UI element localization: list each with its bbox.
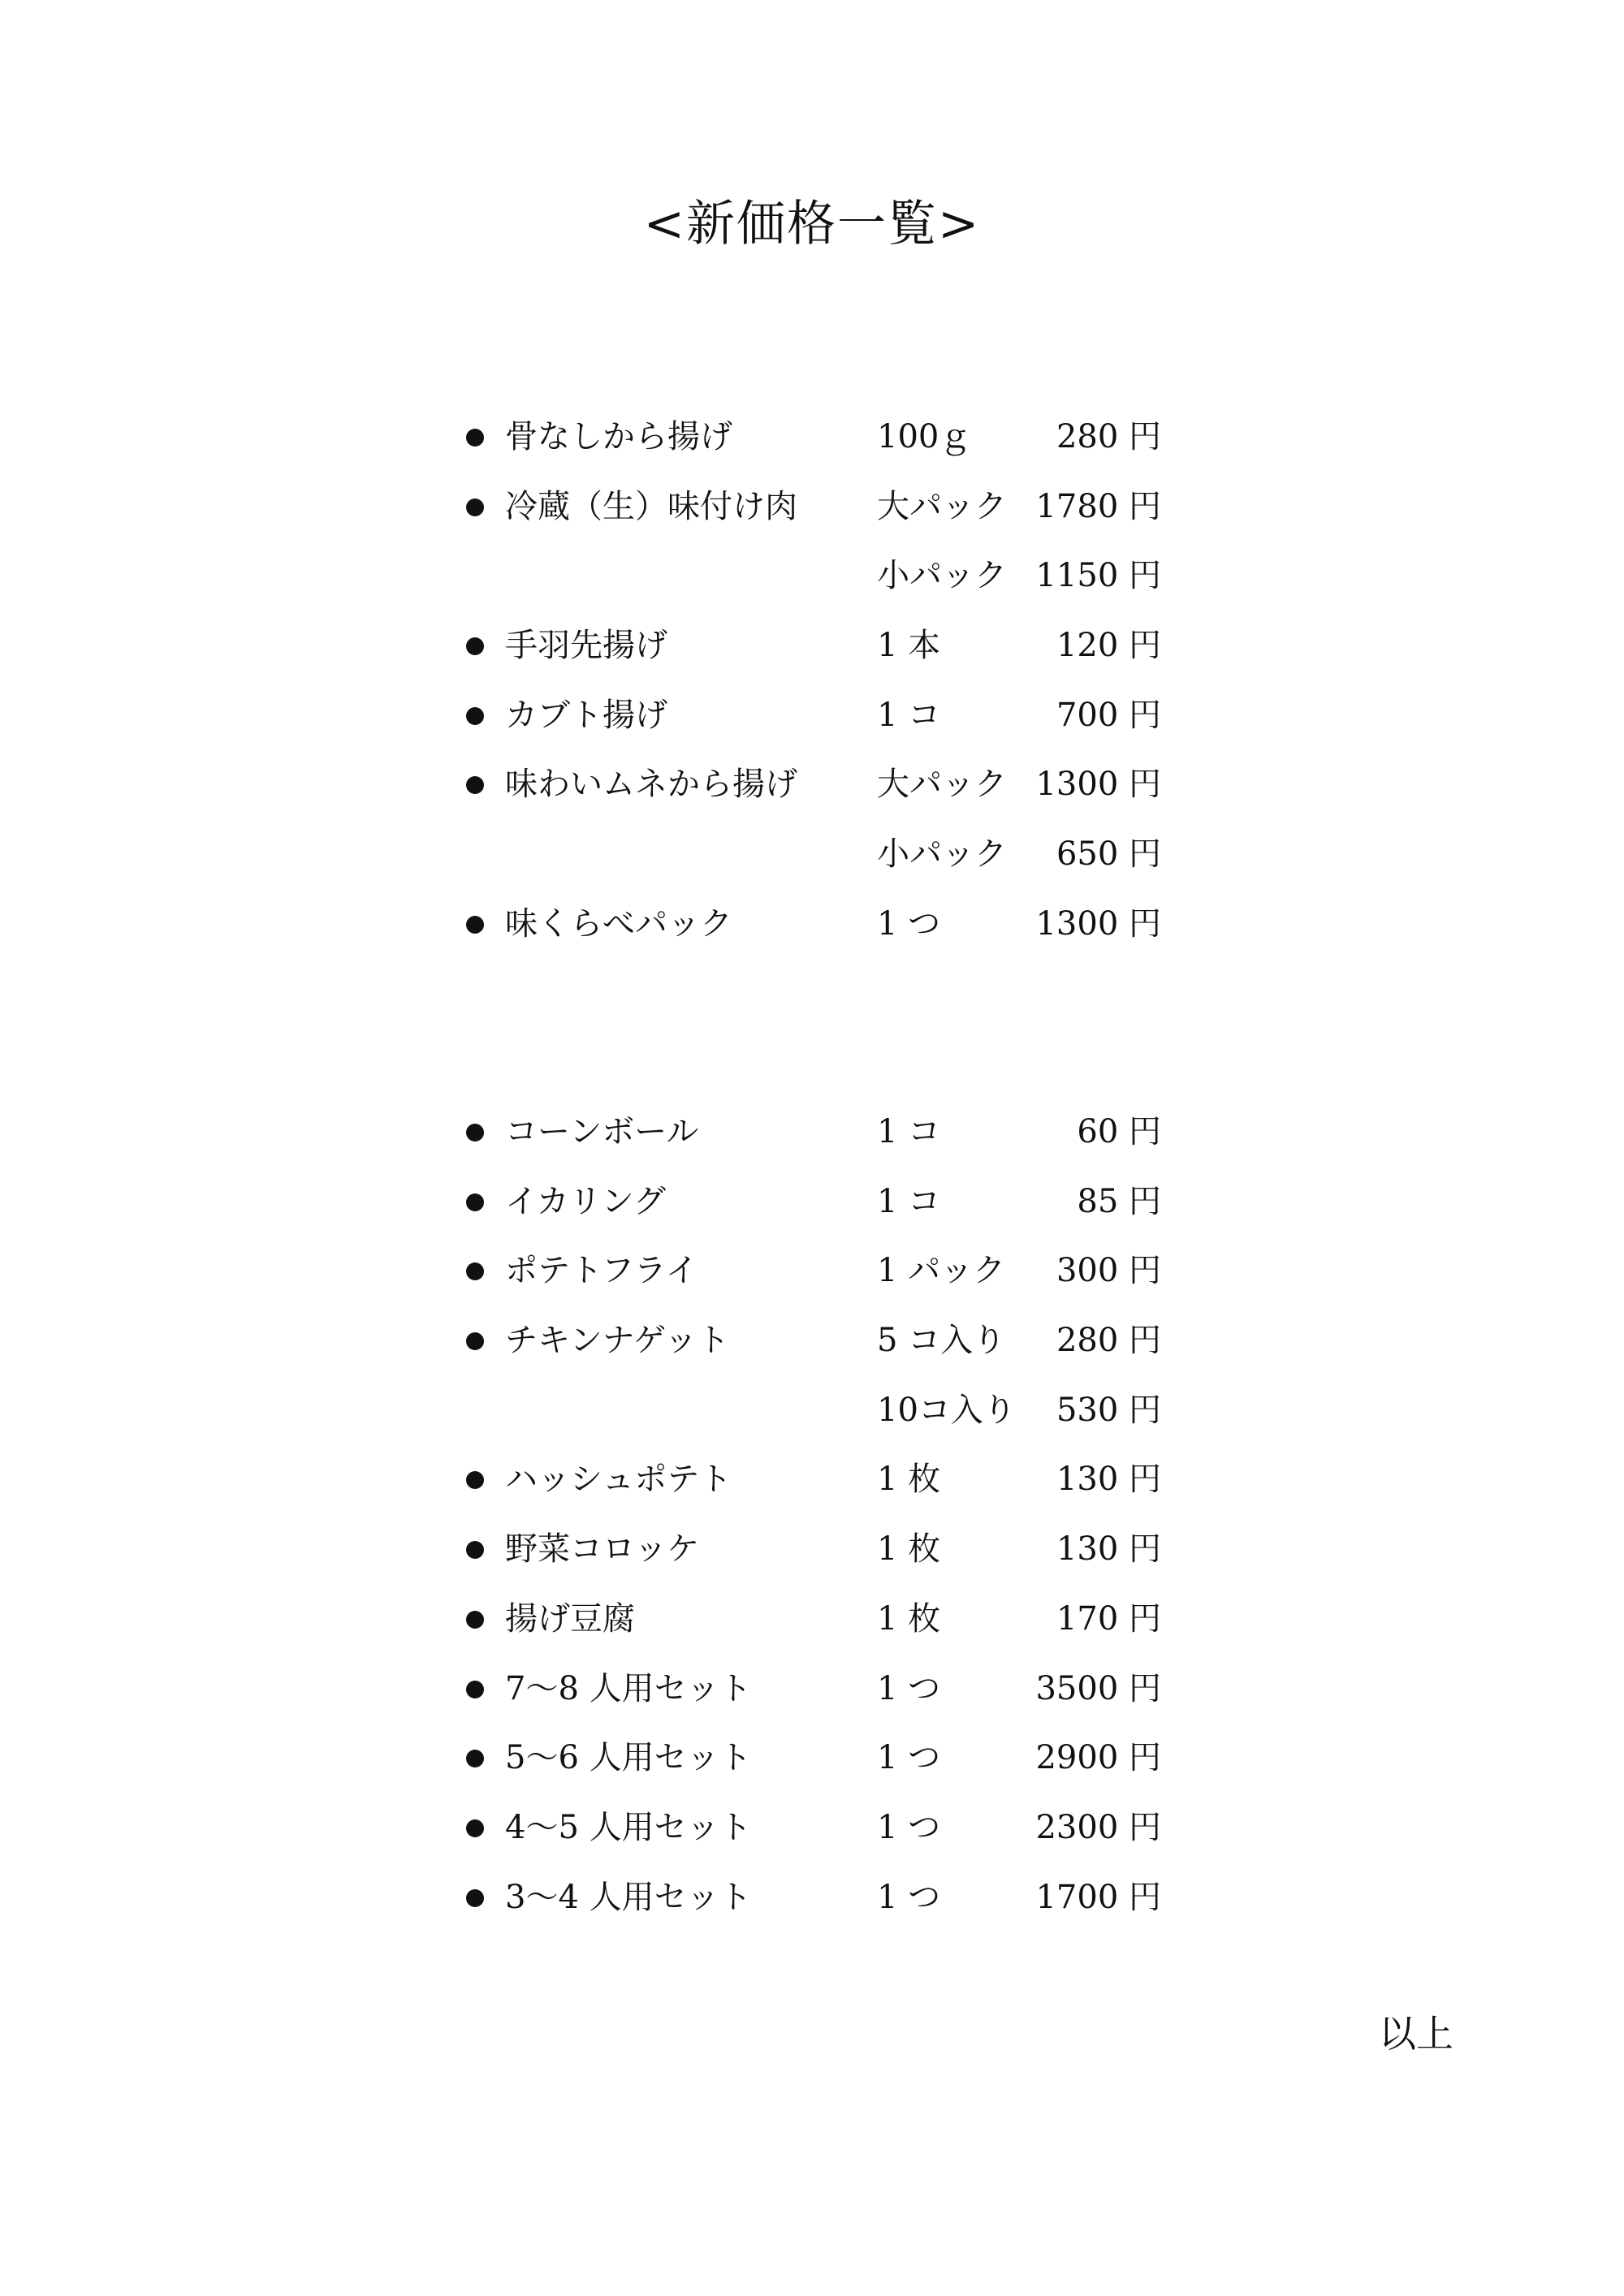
item-name: 骨なしから揚げ — [505, 418, 732, 455]
item-price: 280 円 — [1056, 418, 1161, 455]
item-name: イカリング — [505, 1182, 666, 1220]
price-list-main-items — [455, 403, 1161, 960]
item-price: 2900 円 — [1035, 1739, 1161, 1777]
item-quantity: 1 枚 — [877, 1599, 941, 1638]
bullet-icon — [466, 1541, 484, 1559]
item-name: ハッシュポテト — [505, 1461, 732, 1499]
item-price: 2300 円 — [1035, 1808, 1161, 1846]
bullet-icon — [466, 1124, 484, 1142]
item-quantity: 1 本 — [877, 627, 941, 665]
item-name: 味わいムネから揚げ — [505, 766, 797, 804]
list-item — [455, 1445, 1161, 1515]
bullet-icon — [466, 1889, 484, 1907]
bullet-icon — [466, 637, 484, 655]
item-price: 170 円 — [1056, 1599, 1161, 1638]
price-list-side-items — [455, 1098, 1161, 1932]
bullet-icon — [466, 429, 484, 447]
bullet-icon — [466, 1332, 484, 1350]
bullet-icon — [466, 707, 484, 725]
list-item — [455, 890, 1161, 960]
item-price: 650 円 — [1056, 835, 1161, 874]
item-name: 4～5 人用セット — [505, 1808, 752, 1846]
list-item — [455, 1793, 1161, 1863]
list-item — [455, 681, 1161, 751]
item-name: 味くらべパック — [505, 904, 732, 943]
item-price: 1300 円 — [1035, 766, 1161, 804]
bullet-icon — [466, 1819, 484, 1837]
list-item — [455, 820, 1161, 890]
list-item — [455, 750, 1161, 820]
item-price: 120 円 — [1056, 627, 1161, 665]
item-quantity: 1 パック — [877, 1252, 1006, 1290]
list-item — [455, 1655, 1161, 1724]
list-item — [455, 1585, 1161, 1655]
item-price: 1700 円 — [1035, 1878, 1161, 1916]
list-item — [455, 1376, 1161, 1446]
item-price: 300 円 — [1056, 1252, 1161, 1290]
item-quantity: 1 枚 — [877, 1530, 941, 1569]
bullet-icon — [466, 776, 484, 794]
item-quantity: 1 つ — [877, 1669, 941, 1707]
list-item — [455, 1306, 1161, 1376]
page-title: <新価格一覧> — [643, 196, 981, 252]
item-name: コーンボール — [505, 1113, 699, 1150]
item-quantity: 大パック — [877, 766, 1007, 804]
item-quantity: 1 枚 — [877, 1461, 941, 1499]
item-quantity: 大パック — [877, 487, 1007, 525]
item-price: 1780 円 — [1035, 487, 1161, 525]
item-quantity: 1 つ — [877, 1808, 941, 1846]
list-item — [455, 1236, 1161, 1306]
item-name: 揚げ豆腐 — [505, 1599, 635, 1638]
item-quantity: 小パック — [877, 835, 1007, 874]
item-name: チキンナゲット — [505, 1322, 730, 1360]
list-item — [455, 1167, 1161, 1237]
item-quantity: 1 コ — [877, 1113, 941, 1150]
item-quantity: 5 コ入り — [877, 1322, 1006, 1360]
bullet-icon — [466, 1262, 484, 1280]
item-price: 1150 円 — [1035, 557, 1161, 595]
item-name: ポテトフライ — [505, 1252, 698, 1290]
item-price: 700 円 — [1056, 696, 1161, 734]
item-name: 手羽先揚げ — [505, 627, 667, 665]
item-price: 1300 円 — [1035, 904, 1161, 943]
closing-remark: 以上 — [1379, 2012, 1453, 2056]
bullet-icon — [466, 916, 484, 934]
item-quantity: 100ｇ — [877, 418, 972, 455]
item-price: 280 円 — [1056, 1322, 1161, 1360]
item-price: 130 円 — [1056, 1461, 1161, 1499]
item-price: 85 円 — [1077, 1182, 1161, 1220]
bullet-icon — [466, 498, 484, 516]
item-quantity: 1 つ — [877, 1878, 941, 1916]
item-name: 3～4 人用セット — [505, 1878, 752, 1916]
item-price: 130 円 — [1056, 1530, 1161, 1569]
item-quantity: 小パック — [877, 557, 1007, 595]
item-quantity: 1 コ — [877, 696, 941, 734]
item-price: 60 円 — [1077, 1113, 1161, 1150]
list-item — [455, 1863, 1161, 1933]
item-quantity: 1 コ — [877, 1182, 941, 1220]
list-item — [455, 473, 1161, 542]
list-item — [455, 1098, 1161, 1167]
bullet-icon — [466, 1471, 484, 1489]
list-item — [455, 1515, 1161, 1585]
list-item — [455, 1724, 1161, 1793]
bullet-icon — [466, 1681, 484, 1698]
item-quantity: 10コ入り — [877, 1391, 1016, 1429]
bullet-icon — [466, 1611, 484, 1629]
list-item — [455, 403, 1161, 473]
item-name: カブト揚げ — [505, 696, 667, 734]
bullet-icon — [466, 1193, 484, 1211]
item-name: 野菜コロッケ — [505, 1530, 700, 1569]
item-quantity: 1 つ — [877, 904, 941, 943]
item-price: 3500 円 — [1035, 1669, 1161, 1707]
item-price: 530 円 — [1056, 1391, 1161, 1429]
list-item — [455, 542, 1161, 611]
list-item — [455, 611, 1161, 681]
bullet-icon — [466, 1750, 484, 1767]
item-name: 冷蔵（生）味付け肉 — [505, 487, 797, 525]
item-name: 7～8 人用セット — [505, 1669, 752, 1707]
item-name: 5～6 人用セット — [505, 1739, 752, 1777]
item-quantity: 1 つ — [877, 1739, 941, 1777]
